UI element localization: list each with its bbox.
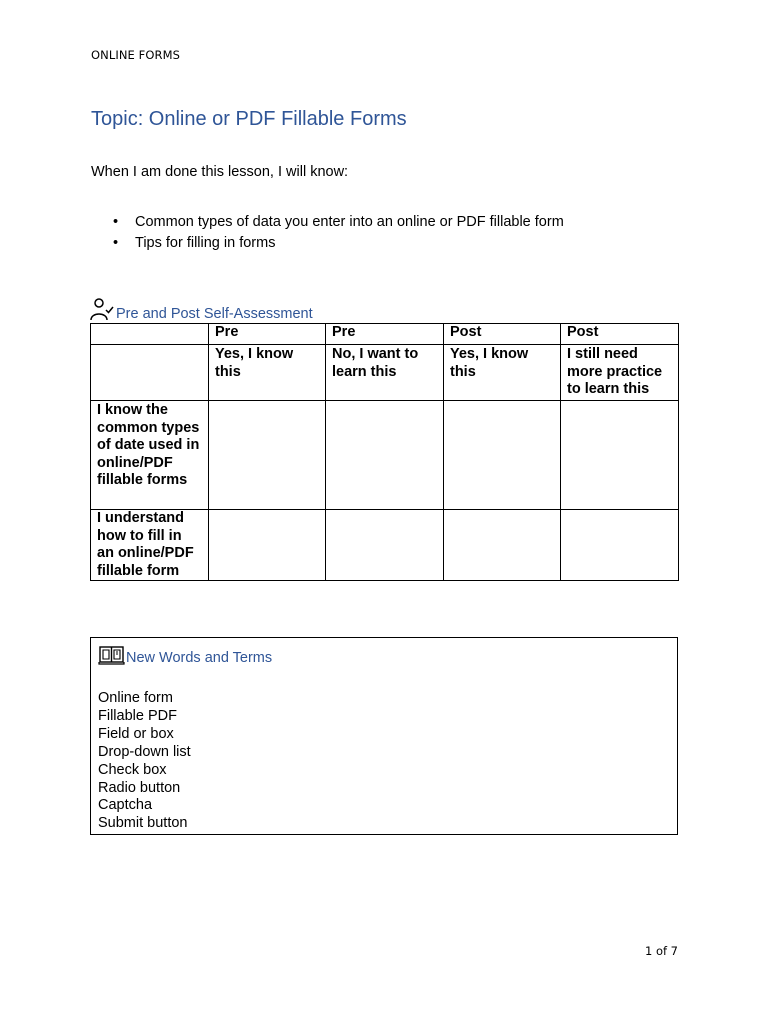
list-item: Fillable PDF — [98, 707, 177, 724]
column-subheader: No, I want to learn this — [326, 345, 444, 401]
running-header: ONLINE FORMS — [91, 48, 181, 62]
topic-title: Topic: Online or PDF Fillable Forms — [91, 108, 407, 130]
table-cell — [91, 345, 209, 401]
row-label: I understand how to fill in an online/PDF fillable form — [91, 510, 209, 581]
self-assessment-table — [90, 323, 679, 581]
column-header-post: Post — [561, 324, 679, 345]
list-item: Captcha — [98, 797, 153, 814]
assessment-cell[interactable] — [561, 510, 679, 581]
assessment-cell[interactable] — [561, 401, 679, 510]
assessment-cell[interactable] — [326, 401, 444, 510]
list-item: Field or box — [98, 725, 174, 742]
table-row — [91, 510, 679, 581]
list-item: Submit button — [98, 815, 188, 832]
column-header-pre: Pre — [326, 324, 444, 345]
assessment-cell[interactable] — [444, 510, 561, 581]
open-book-icon — [98, 644, 126, 666]
column-subheader: Yes, I know this — [209, 345, 326, 401]
learning-goals-list — [113, 212, 564, 254]
column-subheader: Yes, I know this — [444, 345, 561, 401]
assessment-cell[interactable] — [209, 510, 326, 581]
assessment-cell[interactable] — [326, 510, 444, 581]
row-label: I know the common types of date used in online/PDF fillable forms — [91, 401, 209, 510]
learning-goal-item: • Common types of data you enter into an online or PDF fillable form — [113, 212, 564, 233]
self-assessment-title: Pre and Post Self-Assessment — [116, 306, 313, 322]
person-check-icon — [89, 296, 115, 322]
list-item: Check box — [98, 761, 167, 778]
page-number: 1 of 7 — [644, 944, 678, 958]
assessment-cell[interactable] — [209, 401, 326, 510]
new-words-box — [90, 637, 678, 835]
column-header-pre: Pre — [209, 324, 326, 345]
new-words-list — [98, 690, 191, 833]
learning-goal-item: • Tips for filling in forms — [113, 233, 564, 254]
table-header-row — [91, 324, 679, 345]
new-words-heading — [98, 644, 272, 666]
table-row — [91, 401, 679, 510]
list-item: Online form — [98, 690, 173, 706]
column-header-post: Post — [444, 324, 561, 345]
column-subheader: I still need more practice to learn this — [561, 345, 679, 401]
list-item: Radio button — [98, 779, 181, 796]
assessment-cell[interactable] — [444, 401, 561, 510]
table-cell — [91, 324, 209, 345]
self-assessment-heading — [89, 292, 313, 322]
table-subheader-row — [91, 345, 679, 401]
list-item: Drop-down list — [98, 743, 191, 760]
intro-text: When I am done this lesson, I will know: — [91, 164, 349, 180]
new-words-title: New Words and Terms — [126, 650, 273, 666]
